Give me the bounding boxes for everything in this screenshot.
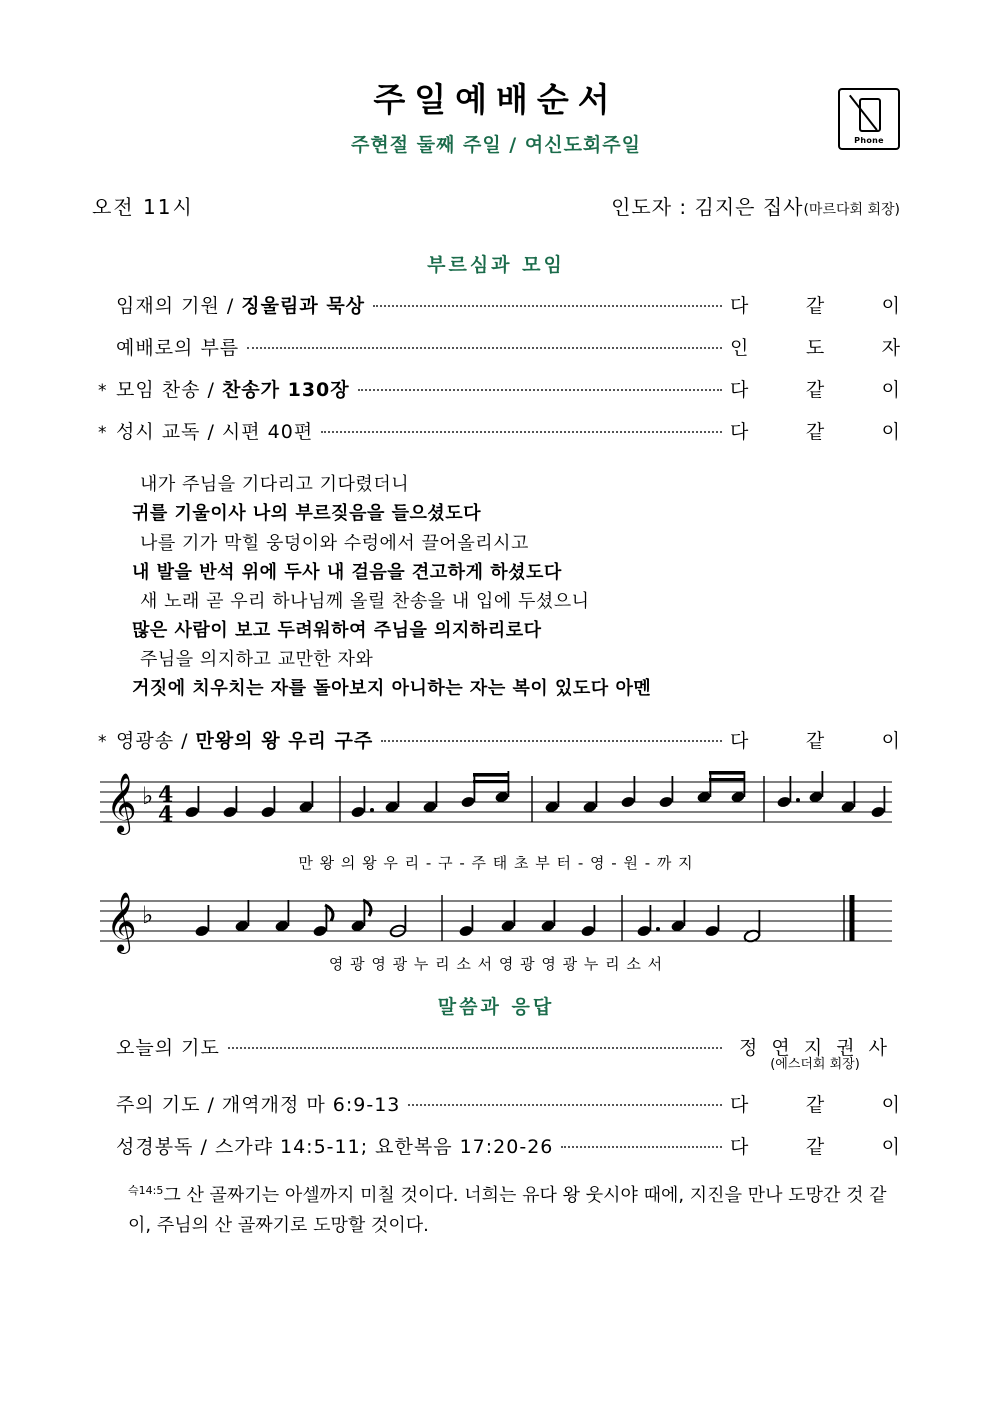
who-part: 다	[730, 1136, 749, 1159]
who-part: 이	[881, 421, 900, 444]
section-heading-word-and-response: 말씀과 응답	[437, 995, 555, 1018]
order-item-who	[730, 726, 900, 753]
svg-text:𝄞: 𝄞	[106, 891, 137, 952]
order-item-who	[730, 375, 900, 402]
who-note: (에스더회 회장)	[770, 1057, 860, 1073]
order-item-label: 모임 찬송 / 찬송가 130장	[116, 379, 350, 402]
who-part: 이	[881, 1094, 900, 1117]
order-item-star: *	[98, 381, 107, 402]
who-part: 같	[805, 729, 825, 752]
service-leader	[611, 191, 900, 220]
order-list-gloria	[0, 726, 992, 753]
order-list-2	[0, 1033, 992, 1160]
responsive-reading	[0, 470, 992, 703]
order-item	[98, 291, 900, 318]
leader-dots	[408, 1104, 722, 1106]
order-item-label: 영광송 / 만왕의 왕 우리 구주	[116, 729, 374, 752]
staff-svg-1	[92, 768, 900, 852]
order-item	[98, 726, 900, 753]
reading-line: 주님을 의지하고 교만한 자와	[140, 649, 374, 671]
scripture-reference: 슥14:5	[128, 1184, 164, 1198]
page-header	[0, 0, 992, 157]
leader-dots	[321, 431, 722, 433]
who-part: 다	[730, 295, 749, 318]
order-item	[98, 333, 900, 360]
service-leader-name: 인도자 : 김지은 집사	[611, 195, 804, 220]
svg-text:4: 4	[158, 781, 174, 808]
no-phone-icon	[838, 88, 900, 150]
leader-dots	[561, 1146, 722, 1148]
order-item-who	[730, 1036, 900, 1073]
reading-line: 거짓에 치우치는 자를 돌아보지 아니하는 자는 복이 있도다 아멘	[132, 678, 652, 700]
reading-line: 많은 사람이 보고 두려워하여 주님을 의지하리로다	[132, 620, 542, 642]
order-item	[98, 1090, 900, 1117]
who-part: 다	[730, 1094, 749, 1117]
staff-line-2	[92, 887, 900, 973]
order-list-1	[0, 291, 992, 444]
order-item-who	[730, 1090, 900, 1117]
who-part: 같	[805, 1094, 825, 1117]
order-item-who	[730, 291, 900, 318]
who-part: 도	[805, 337, 825, 360]
who-part: 다	[730, 379, 749, 402]
reading-line: 나를 기가 막힐 웅덩이와 수렁에서 끌어올리시고	[140, 532, 529, 554]
order-item-star: *	[98, 731, 107, 752]
scripture-body: 그 산 골짜기는 아셀까지 미칠 것이다. 너희는 유다 왕 웃시야 때에, 지진을 만나 도망간 것 같이, 주님의 산 골짜기로 도망할 것이다.	[128, 1185, 887, 1237]
order-item-label: 성경봉독 / 스가랴 14:5-11; 요한복음 17:20-26	[116, 1136, 554, 1159]
order-item-who	[730, 333, 900, 360]
phone-shape-icon	[859, 98, 881, 132]
order-item	[98, 1033, 900, 1073]
reading-line: 내 발을 반석 위에 두사 내 걸음을 견고하게 하셨도다	[132, 561, 562, 583]
who-part: 이	[881, 379, 900, 402]
who-part: 같	[805, 421, 825, 444]
who-part: 다	[730, 729, 749, 752]
phone-icon-label: Phone	[854, 136, 884, 145]
staff-svg-2	[92, 887, 900, 967]
order-item-label: 성시 교독 / 시편 40편	[116, 421, 314, 444]
service-info-row	[0, 191, 992, 220]
leader-dots	[381, 740, 722, 742]
leader-dots	[247, 347, 722, 349]
lyrics-line-1: 만 왕 의 왕 우 리 - 구 - 주 태 초 부 터 - 영 - 원 - 까 지	[298, 853, 694, 872]
reading-line: 새 노래 곧 우리 하나님께 올릴 찬송을 내 입에 두셨으니	[140, 590, 590, 612]
page-title: 주일예배순서	[373, 80, 619, 119]
music-notation	[0, 768, 992, 974]
order-item	[98, 417, 900, 444]
who-part: 인	[730, 337, 749, 360]
order-item-label: 예배로의 부름	[116, 337, 240, 360]
who-part: 이	[881, 295, 900, 318]
order-item-who	[730, 1132, 900, 1159]
order-item-star: *	[98, 423, 107, 444]
svg-text:♭: ♭	[142, 781, 154, 810]
order-item	[98, 1132, 900, 1159]
who-part: 이	[881, 729, 900, 752]
staff-line-1	[92, 768, 900, 868]
who-part: 이	[881, 1136, 900, 1159]
leader-dots	[228, 1047, 722, 1049]
order-item	[98, 375, 900, 402]
svg-text:4: 4	[158, 801, 174, 828]
order-item-label: 주의 기도 / 개역개정 마 6:9-13	[116, 1094, 401, 1117]
reading-line: 내가 주님을 기다리고 기다렸더니	[140, 474, 410, 496]
leader-dots	[373, 305, 722, 307]
who-part: 같	[805, 379, 825, 402]
section-heading-call-to-worship: 부르심과 모임	[427, 254, 565, 277]
who-part: 다	[730, 421, 749, 444]
leader-dots	[358, 389, 722, 391]
who-part: 자	[881, 337, 900, 360]
svg-text:♭: ♭	[142, 900, 154, 929]
lyrics-line-2: 영 광 영 광 누 리 소 서 영 광 영 광 누 리 소 서	[328, 954, 664, 973]
service-time: 오전 11시	[92, 195, 194, 220]
order-item-label: 오늘의 기도	[116, 1036, 220, 1059]
order-item-label: 임재의 기원 / 징울림과 묵상	[116, 295, 366, 318]
reading-line: 귀를 기울이사 나의 부르짖음을 들으셨도다	[132, 503, 482, 525]
scripture-text	[0, 1181, 992, 1241]
who-part: 같	[805, 295, 825, 318]
svg-text:𝄞: 𝄞	[106, 772, 137, 833]
service-leader-note: (마르다회 회장)	[803, 202, 900, 219]
page-subtitle: 주현절 둘째 주일 / 여신도회주일	[350, 134, 641, 157]
order-item-who	[730, 417, 900, 444]
who-part: 같	[805, 1136, 825, 1159]
who-name: 정 연 지 권 사	[739, 1036, 891, 1059]
